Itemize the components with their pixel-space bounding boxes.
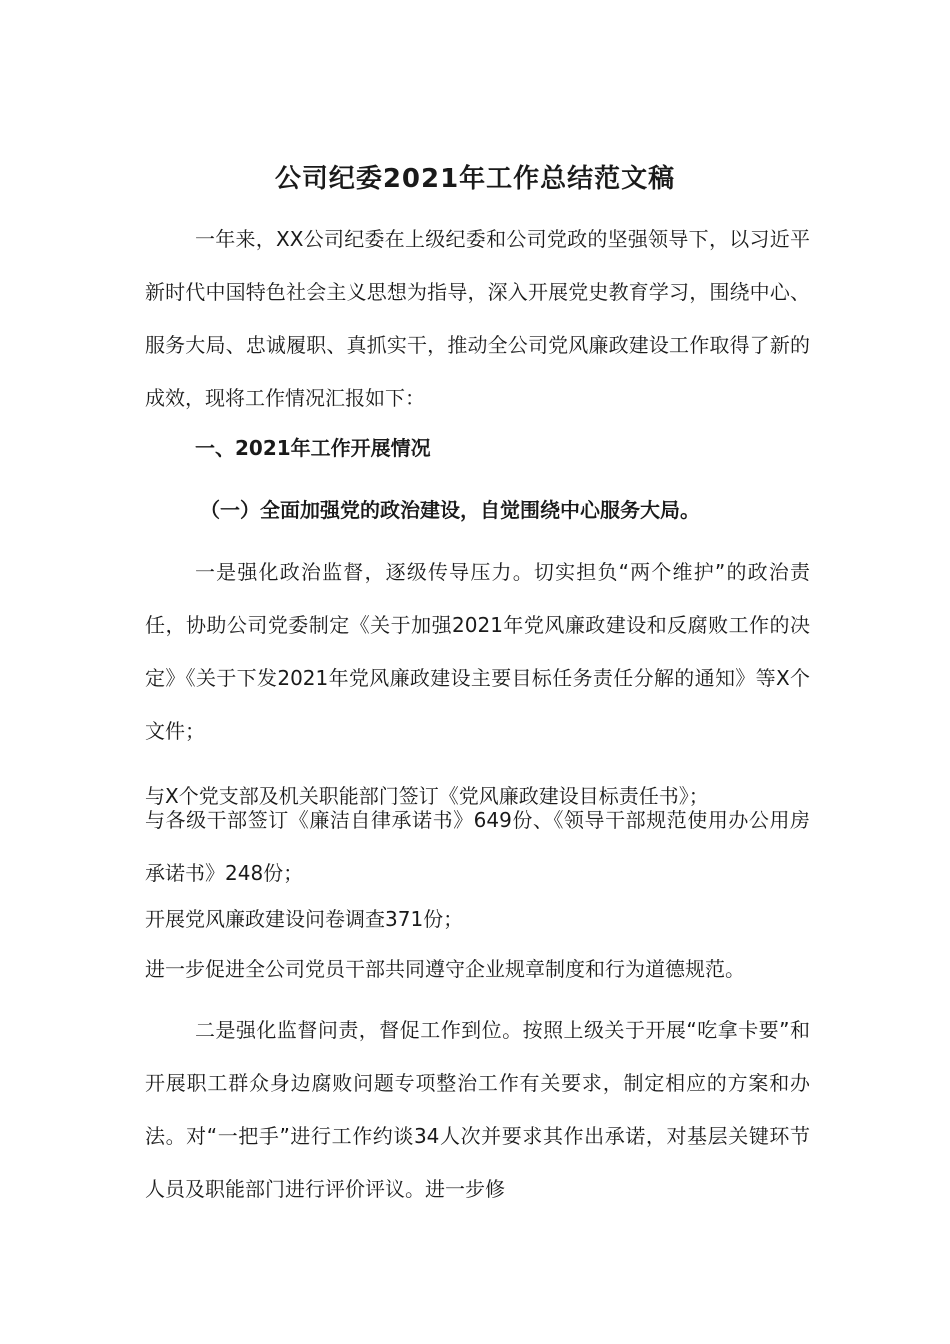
- list-item: 进一步促进全公司党员干部共同遵守企业规章制度和行为道德规范。: [145, 957, 745, 981]
- list-item: 与X个党支部及机关职能部门签订《党风廉政建设目标责任书》；: [145, 784, 709, 808]
- paragraph-1: 一是强化政治监督，逐级传导压力。切实担负“两个维护”的政治责任，协助公司党委制定《关于加强2021年党风廉政建设和反腐败工作的决定》《关于下发2021年党风廉政建设主要目标任务责任分解的通知》等X个文件；: [145, 560, 810, 743]
- list-item: 与各级干部签订《廉洁自律承诺书》649份、《领导干部规范使用办公用房承诺书》248份；: [145, 808, 810, 885]
- section-heading: 一、2021年工作开展情况: [195, 436, 431, 460]
- list-item: 开展党风廉政建设问卷调查371份；: [145, 907, 464, 931]
- subsection-heading: （一）全面加强党的政治建设，自觉围绕中心服务大局。: [200, 498, 700, 522]
- document-title: 公司纪委2021年工作总结范文稿: [274, 164, 676, 194]
- intro-paragraph: 一年来，XX公司纪委在上级纪委和公司党政的坚强领导下，以习近平新时代中国特色社会主义思想为指导，深入开展党史教育学习，围绕中心、服务大局、忠诚履职、真抓实干，推动全公司党风廉政建设工作取得了新的成效，现将工作情况汇报如下：: [145, 227, 810, 410]
- paragraph-2: 二是强化监督问责，督促工作到位。按照上级关于开展“吃拿卡要”和开展职工群众身边腐败问题专项整治工作有关要求，制定相应的方案和办法。对“一把手”进行工作约谈34人次并要求其作出承诺，对基层关键环节人员及职能部门进行评价评议。进一步修: [145, 1018, 810, 1201]
